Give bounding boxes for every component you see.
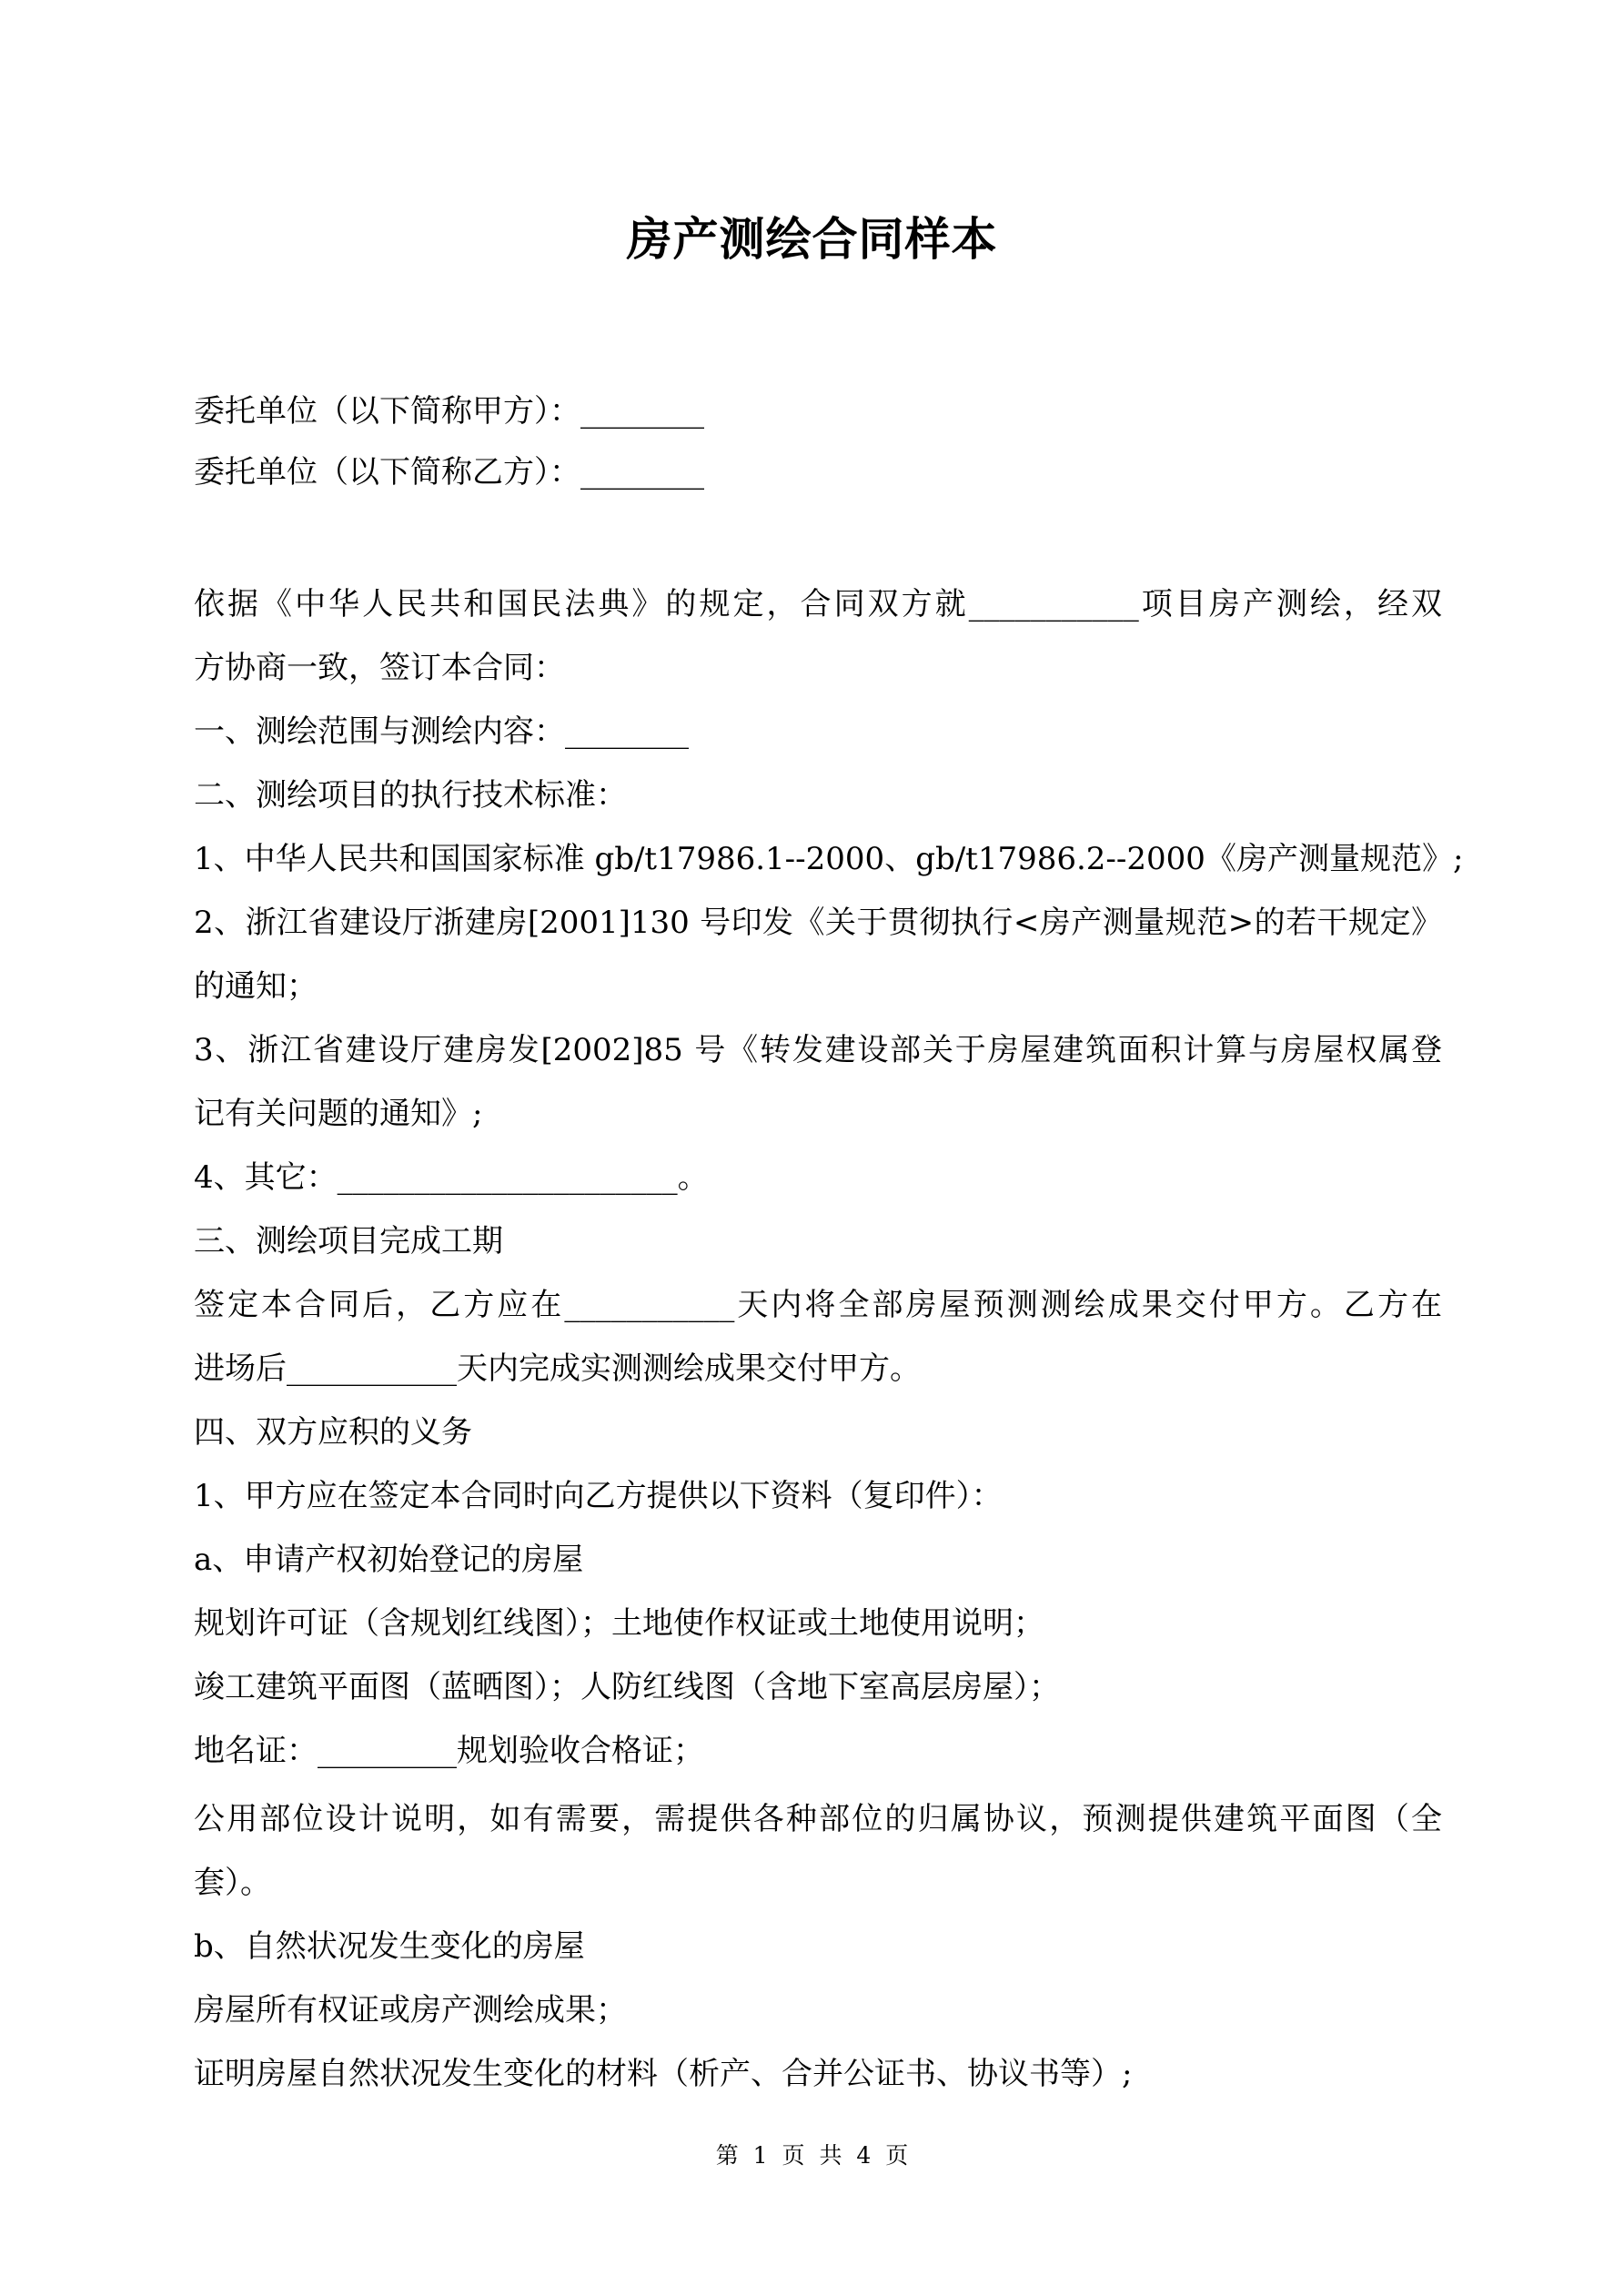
text-line: 签定本合同后，乙方应在___________天内将全部房屋预测测绘成果交付甲方。乙方在 [194,1287,1442,1323]
text-line: 地名证：_________规划验收合格证； [194,1733,704,1769]
text-line: 委托单位（以下简称乙方）：________ [194,454,704,491]
text-line: 证明房屋自然状况发生变化的材料（析产、合并公证书、协议书等）; [194,2056,1133,2092]
text-line: 委托单位（以下简称甲方）：________ [194,393,704,430]
text-line: 3、浙江省建设厅建房发[2002]85 号《转发建设部关于房屋建筑面积计算与房屋权属登 [194,1032,1442,1068]
text-line: 记有关问题的通知》; [194,1096,483,1132]
text-line: 方协商一致，签订本合同： [194,650,565,686]
text-line: 房屋所有权证或房产测绘成果； [194,1992,627,2028]
text-line: 二、测绘项目的执行技术标准： [194,777,627,814]
text-line: 2、浙江省建设厅浙建房[2001]130 号印发《关于贯彻执行<房产测量规范>的若干规定》 [194,905,1442,941]
text-line: 一、测绘范围与测绘内容：________ [194,713,689,750]
page-footer: 第 1 页 共 4 页 [715,2142,909,2169]
text-line: b、自然状况发生变化的房屋 [194,1928,585,1965]
text-line: 进场后___________天内完成实测测绘成果交付甲方。 [194,1350,921,1387]
text-line: 公用部位设计说明，如有需要，需提供各种部位的归属协议，预测提供建筑平面图（全 [194,1801,1442,1837]
text-line: 三、测绘项目完成工期 [194,1223,503,1259]
text-line: 套）。 [194,1865,271,1901]
text-line: a、申请产权初始登记的房屋 [194,1542,584,1578]
text-line: 四、双方应积的义务 [194,1414,472,1451]
document-title: 房产测绘合同样本 [626,213,998,266]
text-line: 4、其它：______________________。 [194,1159,709,1196]
text-line: 规划许可证（含规划红线图）；土地使作权证或土地使用说明； [194,1605,1044,1642]
text-line: 竣工建筑平面图（蓝晒图）；人防红线图（含地下室高层房屋）； [194,1669,1060,1705]
text-line: 的通知； [194,968,318,1005]
text-line: 依据《中华人民共和国民法典》的规定，合同双方就___________项目房产测绘，经双 [194,586,1442,622]
text-line: 1、中华人民共和国国家标准 gb/t17986.1--2000、gb/t17986.2--2000《房产测量规范》; [194,841,1464,877]
text-line: 1、甲方应在签定本合同时向乙方提供以下资料（复印件）： [194,1478,1003,1514]
